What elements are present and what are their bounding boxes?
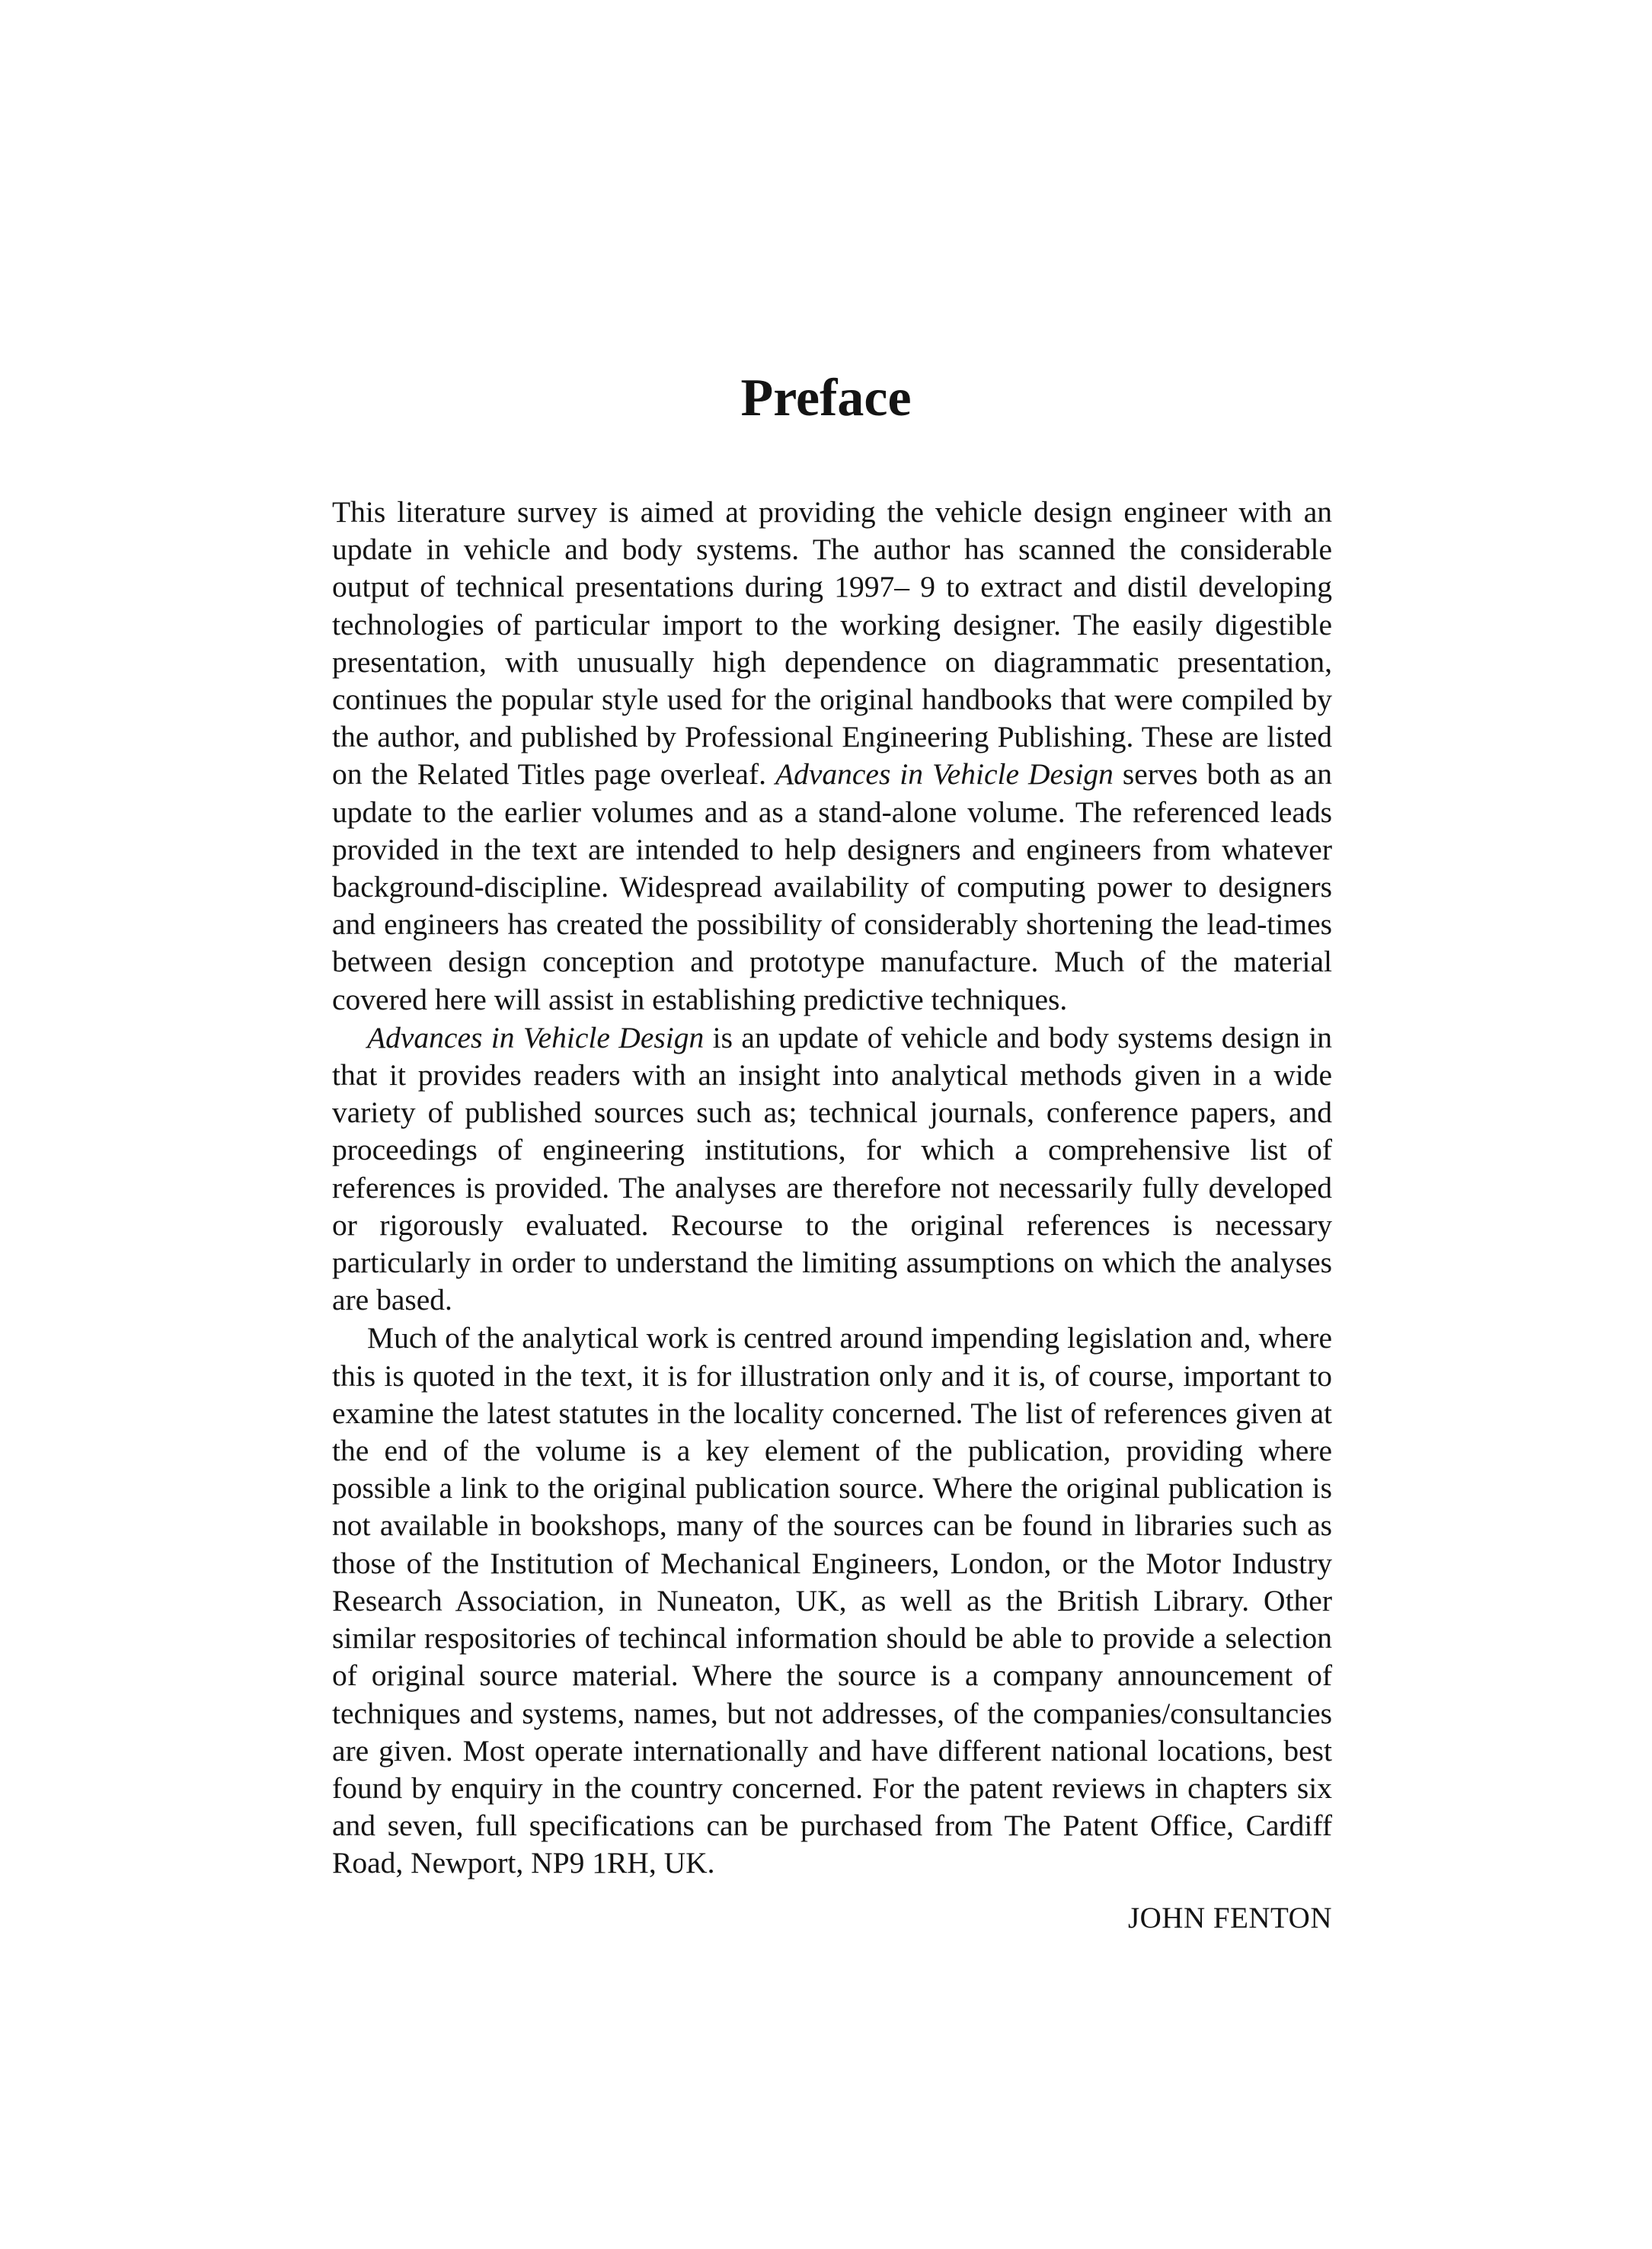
author-signature: JOHN FENTON [1127,1902,1332,1934]
paragraph-1-text-b: serves both as an update to the earlier volumes and as a stand-alone volume. The referenced leads provided in the text are intended to help designers and engineers from whatever background-discipline. Widespread availability of computing power to designers and engineers has created the possibility of considerably shortening the lead-times between design conception and prototype manufacture. Much of the material covered here will assist in establishing predictive techniques. [332,757,1332,1016]
book-title-italic: Advances in Vehicle Design [367,1020,705,1054]
preface-body [332,494,1332,1883]
paragraph-3 [332,1320,1332,1882]
paragraph-3-text: Much of the analytical work is centred around impending legislation and, where this is quoted in the text, it is for illustration only and it is, of course, important to examine the latest statutes in the locality concerned. The list of references given at the end of the volume is a key element of the publication, providing where possible a link to the original publication source. Where the original publication is not available in bookshops, many of the sources can be found in libraries such as those of the Institution of Mechanical Engineers, London, or the Motor Industry Research Association, in Nuneaton, UK, as well as the British Library. Other similar respositories of techincal information should be able to provide a selection of original source material. Where the source is a company announcement of techniques and systems, names, but not addresses, of the companies/consultancies are given. Most operate internationally and have different national locations, best found by enquiry in the country concerned. For the patent reviews in chapters six and seven, full specifications can be purchased from The Patent Office, Cardiff Road, Newport, NP9 1RH, UK. [332,1321,1332,1880]
paragraph-1 [332,494,1332,1019]
paragraph-2 [332,1019,1332,1320]
paragraph-1-text-a: This literature survey is aimed at providing the vehicle design engineer with an update in vehicle and body systems. The author has scanned the considerable output of technical presentations during 1997– 9 to extract and distil developing technologies of particular import to the working designer. The easily digestible presentation, with unusually high dependence on diagrammatic presentation, continues the popular style used for the original handbooks that were compiled by the author, and published by Professional Engineering Publishing. These are listed on the Related Titles page overleaf. [332,495,1332,792]
page-title: Preface [740,369,912,427]
paragraph-2-text: is an update of vehicle and body systems design in that it provides readers with an insight into analytical methods given in a wide variety of published sources such as; technical journals, conference papers, and proceedings of engineering institutions, for which a comprehensive list of references is provided. The analyses are therefore not necessarily fully developed or rigorously evaluated. Recourse to the original references is necessary particularly in order to understand the limiting assumptions on which the analyses are based. [332,1020,1332,1317]
book-title-italic: Advances in Vehicle Design [775,757,1114,792]
